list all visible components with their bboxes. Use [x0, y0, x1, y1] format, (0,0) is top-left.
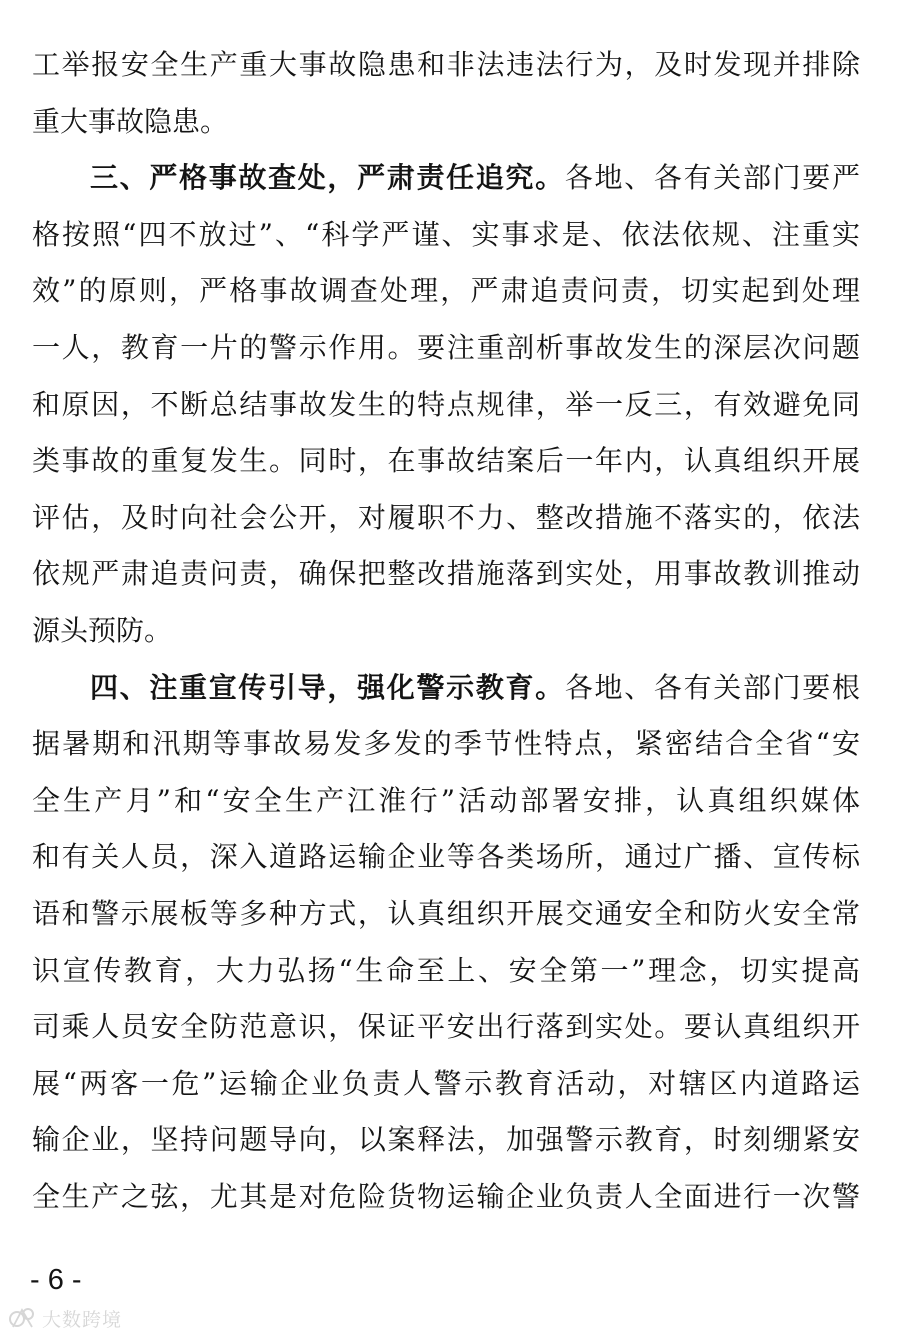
text-line: 据暑期和汛期等事故易发多发的季节性特点，紧密结合全省“安	[32, 727, 860, 761]
document-body	[32, 37, 860, 1225]
text-run: 各地、各有关部门要根	[564, 670, 860, 704]
paragraph	[32, 37, 860, 150]
text-line: 司乘人员安全防范意识，保证平安出行落到实处。要认真组织开	[32, 1010, 860, 1044]
text-line: 语和警示展板等多种方式，认真组织开展交通安全和防火安全常	[32, 896, 860, 930]
watermark-text: 大数跨境	[42, 1308, 123, 1331]
text-line: 效”的原则，严格事故调查处理，严肃追责问责，切实起到处理	[32, 274, 860, 308]
text-line	[32, 150, 860, 207]
text-line	[32, 660, 860, 717]
text-line: 和有关人员，深入道路运输企业等各类场所，通过广播、宣传标	[32, 840, 860, 874]
text-line: 评估，及时向社会公开，对履职不力、整改措施不落实的，依法	[32, 500, 860, 534]
watermark-logo-icon	[8, 1305, 38, 1331]
section-heading: 三、严格事故查处，严肃责任追究。	[90, 161, 565, 195]
text-line: 源头预防。	[32, 613, 173, 647]
watermark	[8, 1304, 122, 1332]
section-heading: 四、注重宣传引导，强化警示教育。	[90, 670, 565, 704]
paragraph	[32, 660, 860, 1226]
text-line: 工举报安全生产重大事故隐患和非法违法行为，及时发现并排除	[32, 48, 860, 81]
text-line: 重大事故隐患。	[32, 104, 229, 138]
text-line: 和原因，不断总结事故发生的特点规律，举一反三，有效避免同	[32, 387, 860, 421]
text-line: 依规严肃追责问责，确保把整改措施落到实处，用事故教训推动	[32, 557, 860, 591]
text-line: 类事故的重复发生。同时，在事故结案后一年内，认真组织开展	[32, 444, 860, 478]
text-run: 各地、各有关部门要严	[564, 161, 860, 195]
text-line: 展“两客一危”运输企业负责人警示教育活动，对辖区内道路运	[32, 1066, 860, 1100]
text-line: 全生产之弦，尤其是对危险货物运输企业负责人全面进行一次警	[32, 1179, 860, 1213]
text-line: 输企业，坚持问题导向，以案释法，加强警示教育，时刻绷紧安	[32, 1123, 860, 1157]
text-line: 一人，教育一片的警示作用。要注重剖析事故发生的深层次问题	[32, 330, 860, 364]
page-number: - 6 -	[30, 1264, 82, 1296]
text-line: 全生产月”和“安全生产江淮行”活动部署安排，认真组织媒体	[32, 783, 860, 817]
text-line: 识宣传教育，大力弘扬“生命至上、安全第一”理念，切实提高	[32, 953, 860, 987]
text-line: 格按照“四不放过”、“科学严谨、实事求是、依法依规、注重实	[32, 217, 860, 251]
paragraph	[32, 150, 860, 659]
